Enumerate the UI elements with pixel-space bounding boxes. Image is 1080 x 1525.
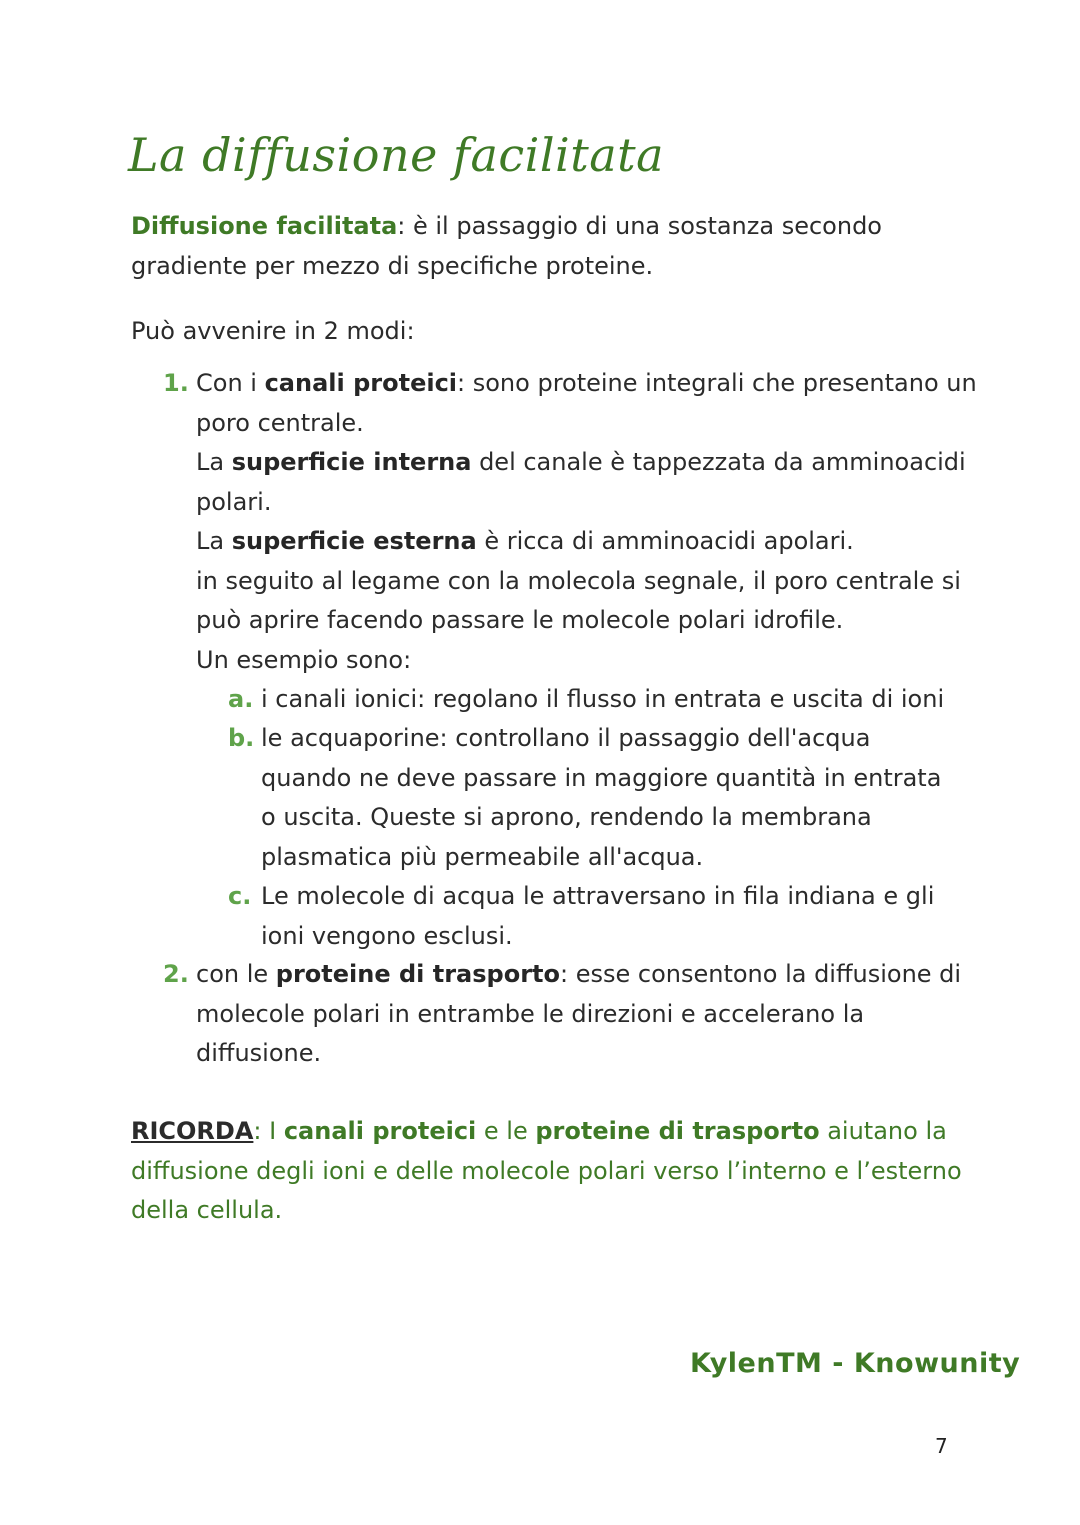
list-item-line: diffusione.	[196, 1039, 322, 1067]
list-item-line: in seguito al legame con la molecola segnale, il poro centrale si	[196, 566, 961, 595]
author-signature: KylenTM - Knowunity	[690, 1348, 1021, 1379]
sublist-line: plasmatica più permeabile all'acqua.	[261, 842, 704, 871]
sublist-line: i canali ionici: regolano il flusso in entrata e uscita di ioni	[261, 685, 945, 713]
definition-line-1: Diffusione facilitata: è il passaggio di una sostanza secondo	[131, 212, 882, 240]
page-title: La diffusione facilitata	[128, 128, 665, 182]
list-item-line: Con i canali proteici: sono proteine integrali che presentano un	[196, 369, 977, 397]
sublist-line: Le molecole di acqua le attraversano in fila indiana e gli	[261, 882, 935, 910]
ricorda-note	[131, 1112, 981, 1231]
bold-term: proteine di trasporto	[535, 1117, 820, 1145]
ricorda-label: RICORDA	[131, 1117, 254, 1145]
list-item-line: Un esempio sono:	[196, 645, 412, 674]
list-item-line: La superficie interna del canale è tappezzata da amminoacidi	[196, 448, 966, 476]
list-item-line: La superficie esterna è ricca di amminoacidi apolari.	[196, 527, 854, 555]
sublist-letter: c.	[228, 882, 252, 910]
bold-term: proteine di trasporto	[275, 960, 560, 988]
ricorda-line-1: RICORDA: I canali proteici e le proteine di trasporto aiutano la	[131, 1117, 947, 1145]
ricorda-line-3: della cellula.	[131, 1196, 283, 1224]
sublist-line: o uscita. Queste si aprono, rendendo la membrana	[261, 803, 872, 831]
definition-line-2: gradiente per mezzo di specifiche proteine.	[131, 251, 654, 280]
sublist-letter: a.	[228, 685, 254, 713]
list-item-line: con le proteine di trasporto: esse consentono la diffusione di	[196, 960, 962, 988]
sublist-line: ioni vengono esclusi.	[261, 921, 513, 950]
list-number: 1.	[163, 369, 189, 397]
intro-text: Può avvenire in 2 modi:	[131, 317, 415, 345]
sublist-line: le acquaporine: controllano il passaggio dell'acqua	[261, 724, 871, 752]
ricorda-line-2: diffusione degli ioni e delle molecole polari verso l’interno e l’esterno	[131, 1156, 962, 1185]
bold-term: superficie interna	[231, 448, 472, 476]
list-item-line: molecole polari in entrambe le direzioni e accelerano la	[196, 999, 865, 1028]
list-item-line: polari.	[196, 487, 272, 516]
page-number: 7	[935, 1434, 948, 1458]
sublist-letter: b.	[228, 724, 255, 752]
definition-term: Diffusione facilitata	[131, 212, 398, 240]
sublist-line: quando ne deve passare in maggiore quantità in entrata	[261, 763, 942, 792]
list-item-line: poro centrale.	[196, 408, 364, 437]
list-number: 2.	[163, 960, 189, 988]
bold-term: canali proteici	[264, 369, 458, 397]
bold-term: superficie esterna	[231, 527, 477, 555]
list-item-line: può aprire facendo passare le molecole polari idrofile.	[196, 606, 844, 634]
bold-term: canali proteici	[283, 1117, 477, 1145]
definition-paragraph	[131, 207, 961, 286]
